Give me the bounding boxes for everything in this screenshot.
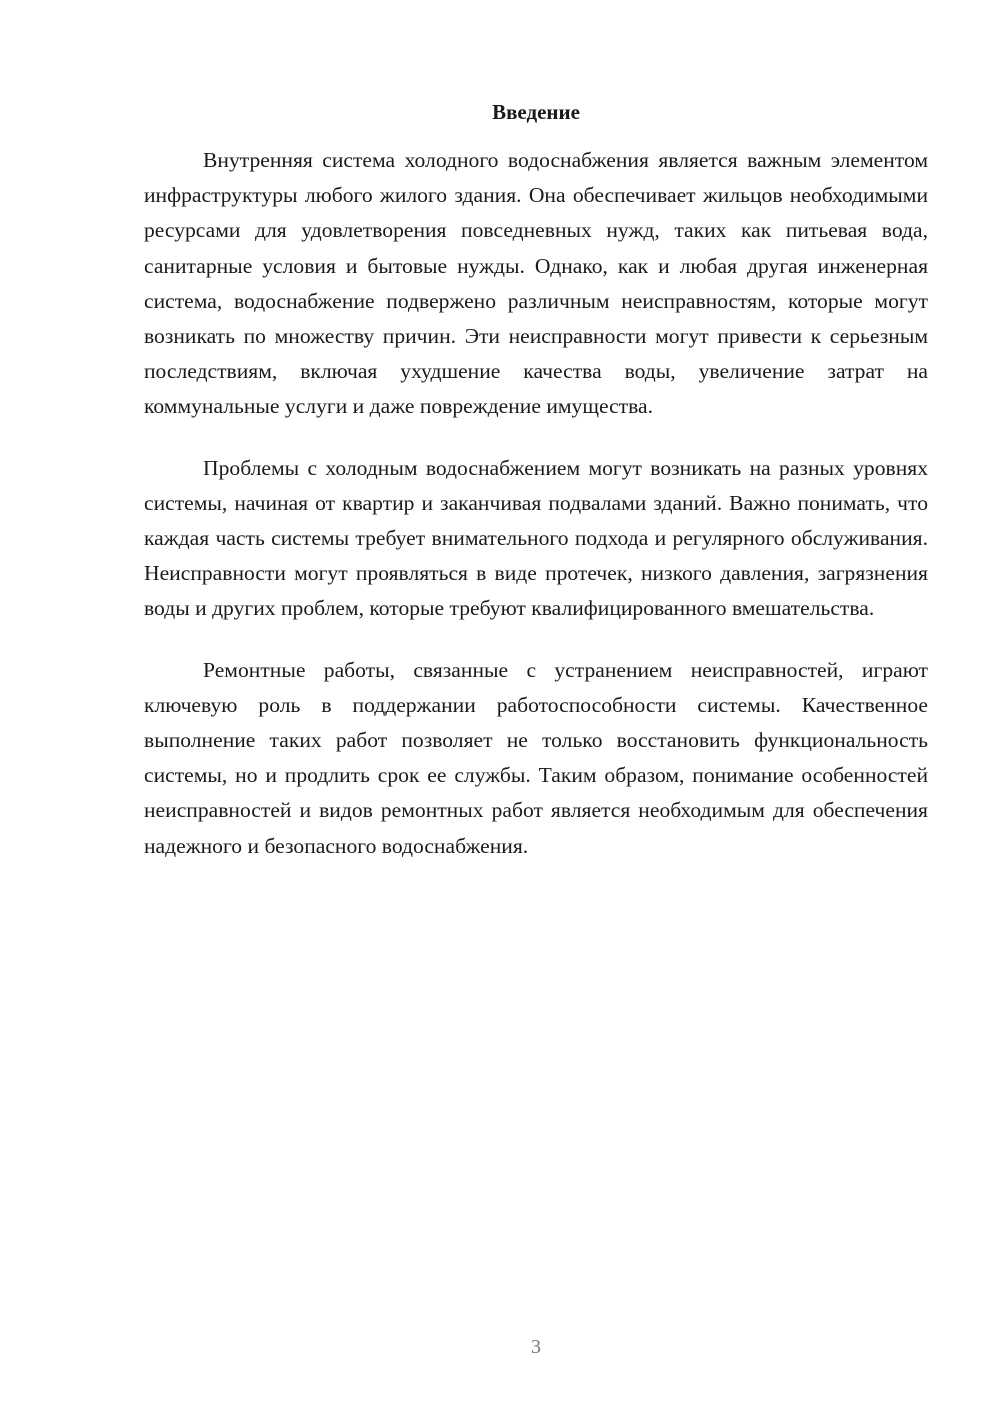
paragraph-2: Проблемы с холодным водоснабжением могут возникать на разных уровнях системы, начиная от квартир и заканчивая подвалами зданий. Важно понимать, что каждая часть системы требует внимательного подхода и регулярного обслуживания. Неисправности могут проявляться в виде протечек, низкого давления, загрязнения воды и других проблем, которые требуют квалифицированного вмешательства.	[144, 455, 928, 621]
body-text	[144, 143, 928, 890]
paragraph-3: Ремонтные работы, связанные с устранением неисправностей, играют ключевую роль в поддержании работоспособности системы. Качественное выполнение таких работ позволяет не только восстановить функциональность системы, но и продлить срок ее службы. Таким образом, понимание особенностей неисправностей и видов ремонтных работ является необходимым для обеспечения надежного и безопасного водоснабжения.	[144, 657, 928, 858]
page-title: Введение	[492, 100, 580, 124]
paragraph-1: Внутренняя система холодного водоснабжения является важным элементом инфраструктуры любого жилого здания. Она обеспечивает жильцов необходимыми ресурсами для удовлетворения повседневных нужд, таких как питьевая вода, санитарные условия и бытовые нужды. Однако, как и любая другая инженерная система, водоснабжение подвержено различным неисправностям, которые могут возникать по множеству причин. Эти неисправности могут привести к серьезным последствиям, включая ухудшение качества воды, увеличение затрат на коммунальные услуги и даже повреждение имущества.	[144, 148, 928, 419]
page-number: 3	[531, 1336, 541, 1358]
